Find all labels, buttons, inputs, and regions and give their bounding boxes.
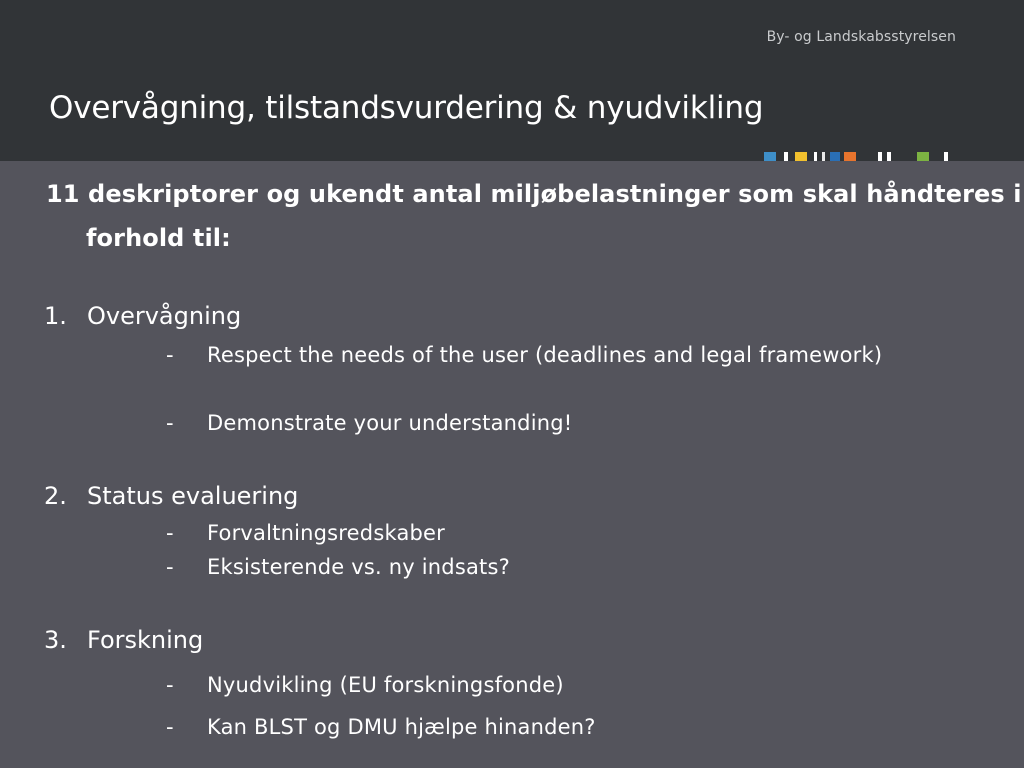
logo-block [764, 152, 776, 161]
dash-bullet: - [166, 343, 174, 367]
item-number: 1. [44, 302, 67, 330]
logo-stripe [764, 152, 964, 161]
dash-bullet: - [166, 715, 174, 739]
slide-header [0, 0, 1024, 161]
item-number: 2. [44, 482, 67, 510]
org-name: By- og Landskabsstyrelsen [766, 29, 956, 45]
item-title: Overvågning [87, 302, 242, 330]
logo-block [784, 152, 788, 161]
logo-block [830, 152, 840, 161]
logo-block [795, 152, 807, 161]
logo-block [917, 152, 929, 161]
item-number: 3. [44, 626, 67, 654]
logo-block [822, 152, 825, 161]
logo-block [814, 152, 817, 161]
list-item-1 [44, 301, 241, 331]
sub-item [166, 711, 926, 743]
list-item-2 [44, 481, 298, 511]
sub-item-text: Nyudvikling (EU forskningsfonde) [207, 673, 564, 697]
sub-item [166, 407, 926, 439]
slide-title: Overvågning, tilstandsvurdering & nyudvikling [49, 90, 764, 126]
slide-body [0, 161, 1024, 768]
logo-block [844, 152, 856, 161]
dash-bullet: - [166, 411, 174, 435]
sub-item [166, 339, 926, 371]
logo-block [944, 152, 948, 161]
sub-item-text: Respect the needs of the user (deadlines and legal framework) [207, 343, 883, 367]
logo-block [887, 152, 891, 161]
sub-item-text: Eksisterende vs. ny indsats? [207, 555, 510, 579]
dash-bullet: - [166, 673, 174, 697]
sub-item-text: Forvaltningsredskaber [207, 521, 446, 545]
dash-bullet: - [166, 555, 174, 579]
list-item-3 [44, 625, 203, 655]
item-title: Status evaluering [87, 482, 299, 510]
item-title: Forskning [87, 626, 204, 654]
logo-block [878, 152, 882, 161]
intro-text: 11 deskriptorer og ukendt antal miljøbelastninger som skal håndteres i forhold til: [46, 180, 1022, 252]
sub-item [166, 551, 926, 583]
dash-bullet: - [166, 521, 174, 545]
sub-item-text: Kan BLST og DMU hjælpe hinanden? [207, 715, 596, 739]
sub-item [166, 517, 926, 549]
sub-item-text: Demonstrate your understanding! [207, 411, 573, 435]
sub-item [166, 669, 926, 701]
